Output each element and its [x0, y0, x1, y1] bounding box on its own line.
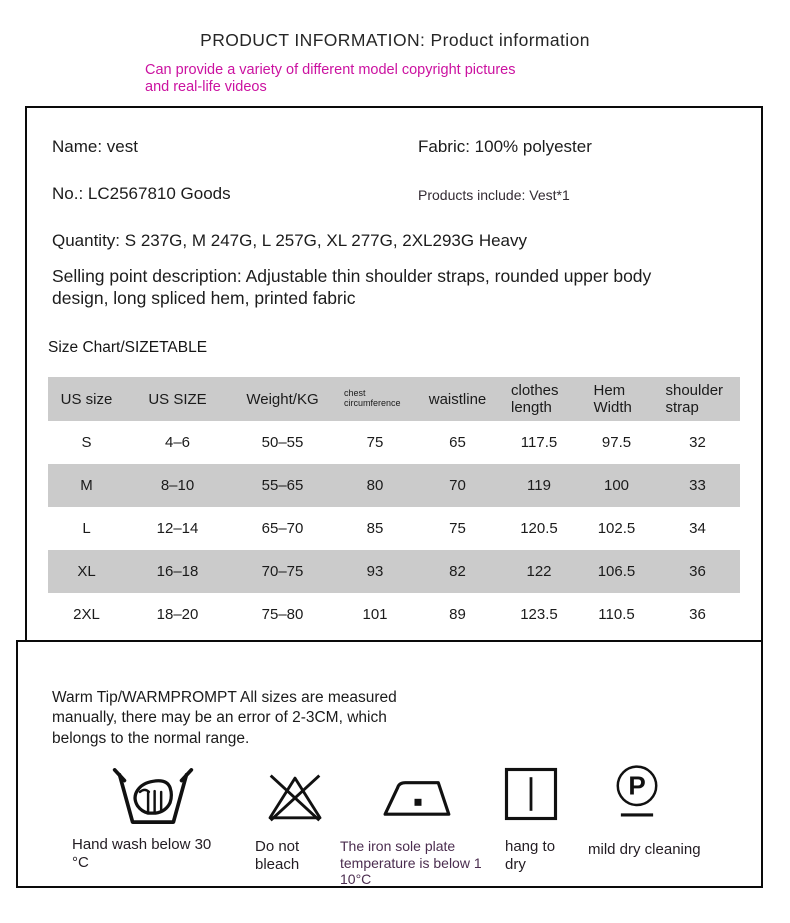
- col-header-us-size: US size: [60, 390, 113, 408]
- table-row-2xl: [48, 593, 740, 636]
- fabric-text: Fabric: 100% polyester: [418, 137, 592, 156]
- quantity-text: Quantity: S 237G, M 247G, L 257G, XL 277G, 2XL293G Heavy: [52, 231, 528, 250]
- products-include-text: Products include: Vest*1: [418, 187, 570, 203]
- col-header-waistline: waistline: [428, 390, 487, 408]
- cell: 75: [366, 434, 384, 451]
- care-label-iron: The iron sole plate temperature is below 1 10°C: [340, 838, 482, 888]
- selling-point-text: Selling point description: Adjustable thin shoulder straps, rounded upper body design, long spliced hem, printed fabric: [52, 266, 652, 308]
- table-row-m: [48, 464, 740, 507]
- cell: 97.5: [601, 434, 632, 451]
- col-header-shoulder-strap: shoulder strap: [665, 381, 724, 416]
- cell: M: [80, 477, 93, 494]
- cell: 100: [603, 477, 630, 494]
- table-row-s: [48, 421, 740, 464]
- do-not-bleach-icon: [263, 768, 327, 824]
- cell: 55–65: [261, 477, 304, 494]
- iron-low-temp-icon: [383, 772, 453, 820]
- dry-clean-mild-icon: [606, 762, 668, 822]
- cell: 120.5: [520, 520, 558, 537]
- table-row-l: [48, 507, 740, 550]
- care-label-hang-dry: hang to dry: [505, 838, 556, 873]
- care-label-hand-wash: Hand wash below 30 °C: [72, 836, 212, 871]
- subtitle-line-1: Can provide a variety of different model copyright pictures: [145, 62, 516, 78]
- care-label-do-not-bleach: Do not bleach: [255, 838, 300, 873]
- care-label-dry-clean: mild dry cleaning: [588, 841, 701, 858]
- cell: 32: [689, 434, 706, 451]
- cell: 70–75: [261, 563, 304, 580]
- cell: 122: [526, 563, 552, 580]
- cell: 110.5: [598, 606, 635, 623]
- page-title: PRODUCT INFORMATION: Product information: [200, 30, 590, 50]
- svg-text:P: P: [628, 770, 646, 801]
- col-header-weight: Weight/KG: [246, 390, 319, 408]
- cell: 8–10: [160, 477, 195, 494]
- col-header-us-size-2: US SIZE: [148, 390, 207, 408]
- cell: 65–70: [261, 520, 304, 537]
- subtitle-line-2: and real-life videos: [145, 79, 267, 96]
- cell: XL: [77, 563, 96, 580]
- col-header-clothes-length: clothes length: [511, 381, 559, 416]
- cell: 70: [449, 477, 466, 494]
- cell: 85: [366, 520, 384, 537]
- cell: 34: [689, 520, 706, 537]
- product-name-text: Name: vest: [52, 137, 138, 156]
- cell: L: [82, 520, 91, 537]
- cell: 4–6: [164, 434, 191, 451]
- col-header-chest: chest circumference: [344, 387, 401, 409]
- cell: 101: [362, 606, 388, 623]
- table-row-xl: [48, 550, 740, 593]
- cell: 12–14: [156, 520, 199, 537]
- cell: 16–18: [156, 563, 199, 580]
- cell: 82: [449, 563, 466, 580]
- cell: 2XL: [73, 606, 100, 623]
- page-subtitle: [145, 62, 585, 96]
- cell: 36: [689, 563, 706, 580]
- hand-wash-icon: [112, 765, 194, 827]
- cell: 106.5: [597, 563, 636, 580]
- size-chart-header-row: [48, 377, 740, 421]
- cell: 36: [689, 606, 706, 623]
- cell: 119: [527, 477, 551, 494]
- cell: 80: [366, 477, 384, 494]
- col-header-hem-width: Hem Width: [593, 381, 632, 416]
- item-number-text: No.: LC2567810 Goods: [52, 184, 231, 203]
- cell: 89: [449, 606, 466, 623]
- cell: 123.5: [520, 606, 558, 623]
- cell: S: [81, 434, 92, 451]
- cell: 117.5: [520, 434, 558, 451]
- cell: 75: [449, 520, 466, 537]
- cell: 93: [366, 563, 384, 580]
- cell: 50–55: [261, 434, 304, 451]
- cell: 33: [689, 477, 706, 494]
- cell: 102.5: [597, 520, 636, 537]
- cell: 18–20: [156, 606, 199, 623]
- hang-to-dry-icon: [503, 766, 559, 822]
- size-chart-heading: Size Chart/SIZETABLE: [48, 339, 208, 356]
- cell: 75–80: [261, 606, 304, 623]
- warm-tip-text: Warm Tip/WARMPROMPT All sizes are measured manually, there may be an error of 2-3CM, which belongs to the normal range.: [52, 689, 397, 747]
- cell: 65: [449, 434, 466, 451]
- size-chart-table: [48, 377, 740, 636]
